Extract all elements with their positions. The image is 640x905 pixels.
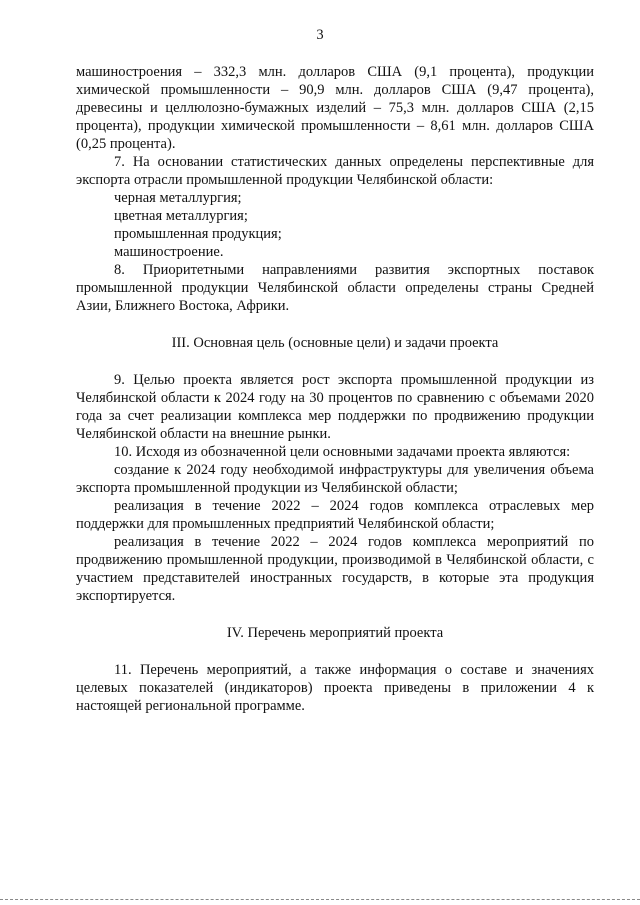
task-support-measures: реализация в течение 2022 – 2024 годов комплекса отраслевых мер поддержки для промышленных предприятий Челябинской области; — [76, 498, 594, 532]
paragraph-export-figures: машиностроения – 332,3 млн. долларов США (9,1 процента), продукции химической промышленности – 90,9 млн. долларов США (9,47 процента), древесины и целлюлозно-бумажных изделий – 75,3 млн. долларов США (2,15 процента), продукции химической промышленности – 8,61 млн. долларов США (0,25 процента). — [76, 64, 594, 152]
list-item: промышленная продукция; — [114, 226, 282, 242]
list-item: цветная металлургия; — [114, 208, 248, 224]
task-promotion: реализация в течение 2022 – 2024 годов комплекса мероприятий по продвижению промышленной продукции, производимой в Челябинской области, с участием представителей иностранных государств, в которые эта продукция экспортируется. — [76, 534, 594, 604]
list-item: машиностроение. — [114, 244, 224, 260]
paragraph-9: 9. Целью проекта является рост экспорта промышленной продукции из Челябинской области к 2024 году на 30 процентов по сравнению с объемами 2020 года за счет реализации комплекса мер поддержки по продвижению продукции Челябинской области на внешние рынки. — [76, 372, 594, 442]
section-heading-iv: IV. Перечень мероприятий проекта — [226, 625, 444, 641]
section-heading-iii: III. Основная цель (основные цели) и задачи проекта — [171, 335, 499, 351]
page-number: 3 — [316, 27, 324, 43]
task-infrastructure: создание к 2024 году необходимой инфраструктуры для увеличения объема экспорта промышленной продукции из Челябинской области; — [76, 462, 594, 496]
list-item: черная металлургия; — [114, 190, 242, 206]
paragraph-7: 7. На основании статистических данных определены перспективные для экспорта отрасли промышленной продукции Челябинской области: — [76, 154, 594, 188]
paragraph-10: 10. Исходя из обозначенной цели основными задачами проекта являются: — [114, 444, 571, 460]
paragraph-8: 8. Приоритетными направлениями развития экспортных поставок промышленной продукции Челябинской области определены страны Средней Азии, Ближнего Востока, Африки. — [76, 262, 594, 314]
paragraph-11: 11. Перечень мероприятий, а также информация о составе и значениях целевых показателей (индикаторов) проекта приведены в приложении 4 к настоящей региональной программе. — [76, 662, 594, 714]
document-body — [76, 63, 594, 715]
page-bottom-rule — [0, 899, 640, 900]
